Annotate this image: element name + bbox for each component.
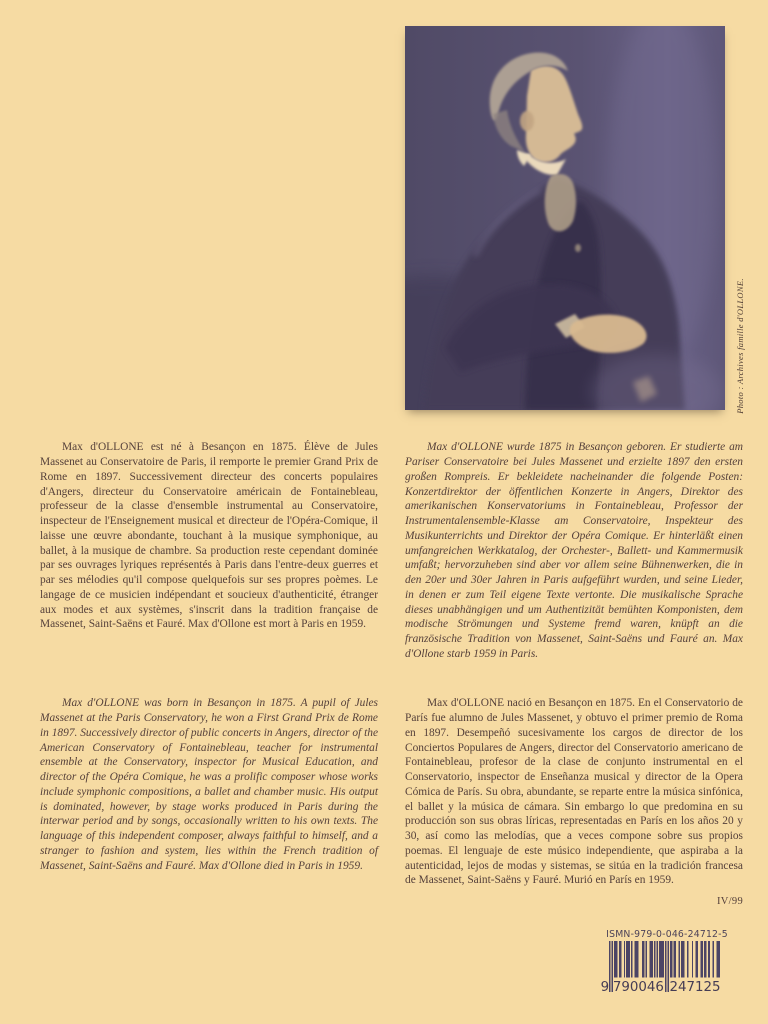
barcode-digits-left: 790046	[612, 979, 664, 995]
bio-paragraph-german: Max d'OLLONE wurde 1875 in Besançon geboren. Er studierte am Pariser Conservatoire bei Jules Massenet und erzielte 1897 den ersten großen Rompreis. Er bekleidete nacheinander die folgende Posten: Konzertdirektor der öffentlichen Konzerte in Angers, Direktor des amerikanischen Konservatoriums in Fontainebleau, Professor der Instrumentalensemble-Klasse am Conservatoire, Inspekteur des Musikunterrichts und Direktor der Opéra Comique. Er hinterläßt einen umfangreichen Werkkatalog, der Orchester-, Ballett- und Kammermusik umfaßt; hervorzuheben sind aber vor allem seine Bühnenwerken, die in den 20er und 30er Jahren in Paris aufgeführt wurden, und seine Lieder, in denen er zum Teil eigene Texte vertonte. Die musikalische Sprache dieses unabhängigen und um Authentizität bemühten Komponisten, dem modische Strömungen und Systeme fremd waren, knüpft an die französische Tradition von Massenet, Saint-Saëns und Fauré an. Max d'Ollone starb 1959 in Paris.	[405, 441, 743, 660]
bio-paragraph-english: Max d'OLLONE was born in Besançon in 1875. A pupil of Jules Massenet at the Paris Conservatory, he won a First Grand Prix de Rome in 1897. Successively director of public concerts in Angers, director of the American Conservatory of Fontainebleau, teacher for instrumental ensemble at the Conservatory, inspector for Musical Education, and director of the Opéra Comique, he was a prolific composer whose works include symphonic compositions, a ballet and chamber music. His output is dominated, however, by stage works produced in Paris during the interwar period and by songs, occasionally written to his own texts. The language of this independent composer, always faithful to himself, and a stranger to fashion and system, lies within the French tradition of Massenet, Saint-Saëns and Fauré. Max d'Ollone died in Paris in 1959.	[40, 697, 378, 872]
ean-barcode	[597, 941, 737, 997]
bio-paragraph-french: Max d'OLLONE est né à Besançon en 1875. Élève de Jules Massenet au Conservatoire de Paris, il remporte le premier Grand Prix de Rome en 1897. Successivement directeur des concerts populaires d'Angers, directeur du Conservatoire américain de Fontainebleau, professeur de la classe d'ensemble instrumental au Conservatoire, inspecteur de l'Enseignement musical et directeur de l'Opéra-Comique, il laisse une œuvre abondante, touchant à la musique symphonique, au ballet, à la musique de chambre. Sa production reste cependant dominée par ses ouvrages lyriques représentés à Paris dans l'entre-deux guerres et par ses mélodies qu'il compose quelquefois sur ses propres poèmes. Le langage de ce musicien indépendant et soucieux d'authenticité, étranger aux modes et aux systèmes, s'inscrit dans la tradition française de Massenet, Saint-Saëns et Fauré. Max d'Ollone est mort à Paris en 1959.	[40, 441, 378, 631]
barcode-digit-first: 9	[600, 979, 610, 995]
barcode-digits-right: 247125	[669, 979, 721, 995]
barcode-block	[597, 929, 737, 997]
edition-code: IV/99	[717, 896, 743, 907]
portrait-photo-art	[405, 26, 725, 410]
barcode-bar	[609, 941, 610, 992]
bio-paragraph-spanish: Max d'OLLONE nació en Besançon en 1875. En el Conservatorio de París fue alumno de Jules Massenet, y obtuvo el primer premio de Roma en 1897. Desempeñó sucesivamente los cargos de director de los Conciertos Populares de Angers, director del Conservatorio americano de Fontainebleau, profesor de la clase de conjunto instrumental en el Conservatorio, inspector de Enseñanza musical y director de la Opera Cómica de París. Su obra, abundante, se reparte entre la música sinfónica, el ballet y la música de cámara. Sin embargo lo que predomina en su producción son sus obras líricas, representadas en París en los años 20 y 30, así como las melodías, que a veces compone sobre sus propios poemas. El lenguaje de este músico independiente, que aspiraba a la autenticidad, lejos de modas y sistemas, se sitúa en la tradición francesa de Massenet, Saint-Saëns y Fauré. Murió en París en 1959.	[405, 697, 743, 887]
barcode-bar	[665, 941, 666, 992]
portrait-photo	[405, 26, 725, 410]
ismn-label: ISMN-979-0-046-24712-5	[606, 929, 728, 940]
photo-credit-caption: Photo : Archives famille d'OLLONE.	[735, 278, 745, 414]
